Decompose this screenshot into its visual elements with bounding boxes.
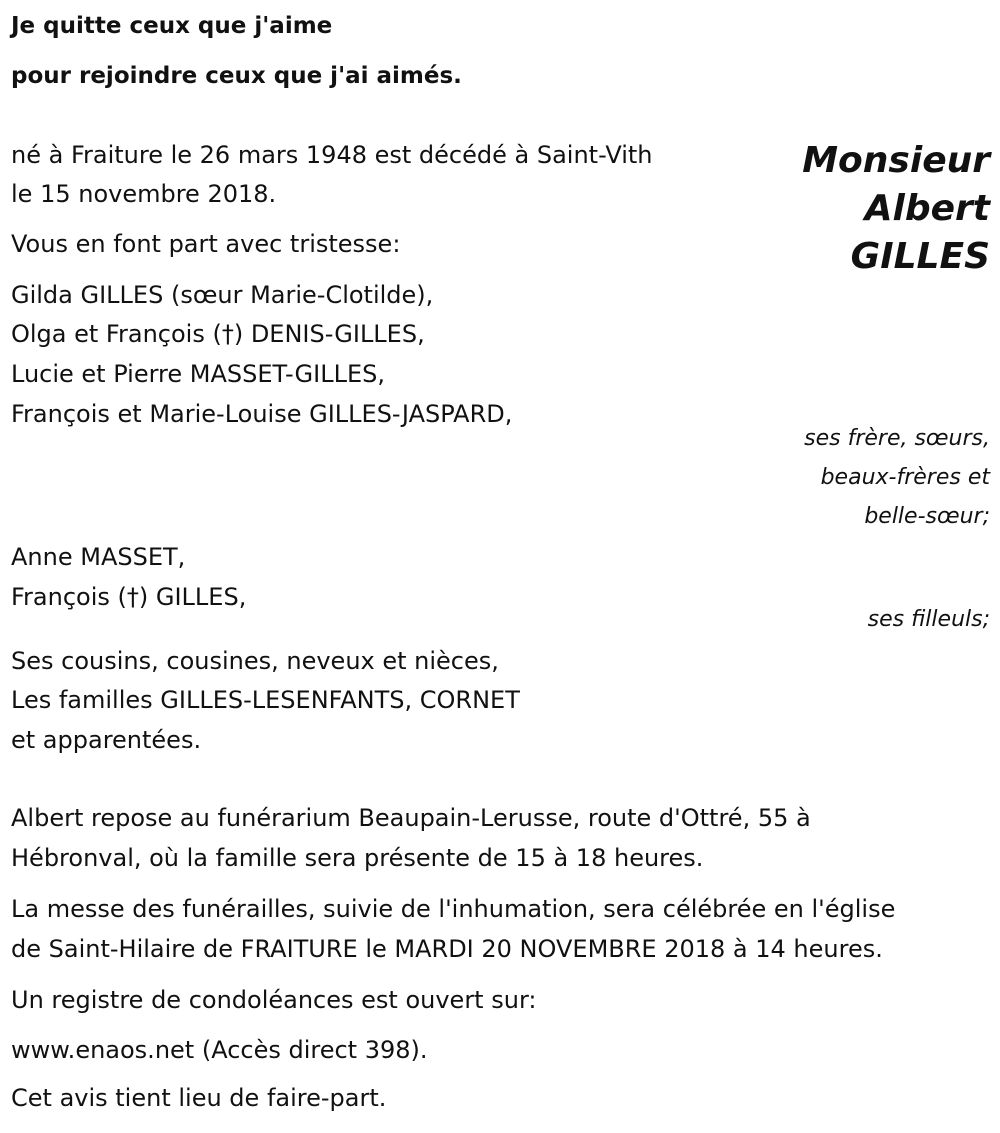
- epigraph-line-2: pour rejoindre ceux que j'ai aimés.: [11, 63, 462, 89]
- godchildren-relation: [868, 600, 990, 639]
- funeral-home-line-1: Albert repose au funérarium Beaupain-Lerusse, route d'Ottré, 55 à: [11, 804, 811, 832]
- funeral-home-line-2: Hébronval, où la famille sera présente de 15 à 18 heures.: [11, 844, 704, 872]
- mass-line-2: de Saint-Hilaire de FRAITURE le MARDI 20 NOVEMBRE 2018 à 14 heures.: [11, 935, 883, 963]
- mass-line-1: La messe des funérailles, suivie de l'inhumation, sera célébrée en l'église: [11, 895, 896, 923]
- deceased-first-name: Albert: [864, 188, 990, 229]
- deceased-title: Monsieur: [802, 140, 990, 181]
- extended-family-line: et apparentées.: [11, 726, 202, 754]
- deceased-name: [802, 137, 990, 281]
- godchildren-relation-line: ses filleuls;: [867, 607, 990, 632]
- sibling-line: Lucie et Pierre MASSET-GILLES,: [11, 360, 385, 388]
- sibling-line: François et Marie-Louise GILLES-JASPARD,: [11, 400, 513, 428]
- extended-family-line: Ses cousins, cousines, neveux et nièces,: [11, 647, 499, 675]
- extended-family-line: Les familles GILLES-LESENFANTS, CORNET: [11, 686, 520, 714]
- announcement-intro: Vous en font part avec tristesse:: [11, 230, 401, 258]
- birth-death-line-2: le 15 novembre 2018.: [11, 180, 277, 208]
- condolences-website: www.enaos.net (Accès direct 398).: [11, 1036, 428, 1064]
- sibling-line: Olga et François (†) DENIS-GILLES,: [11, 320, 425, 348]
- sibling-line: Gilda GILLES (sœur Marie-Clotilde),: [11, 281, 434, 309]
- godchild-line: Anne MASSET,: [11, 543, 186, 571]
- siblings-relation-line: belle-sœur;: [864, 504, 990, 529]
- deceased-last-name: GILLES: [850, 236, 990, 277]
- godchild-line: François (†) GILLES,: [11, 583, 247, 611]
- epigraph-line-1: Je quitte ceux que j'aime: [11, 13, 333, 39]
- siblings-relation-line: beaux-frères et: [820, 465, 990, 490]
- siblings-relation: [804, 419, 990, 536]
- birth-death-line-1: né à Fraiture le 26 mars 1948 est décédé à Saint-Vith: [11, 141, 653, 169]
- condolences-line-1: Un registre de condoléances est ouvert sur:: [11, 986, 537, 1014]
- siblings-relation-line: ses frère, sœurs,: [804, 426, 990, 451]
- closing-line: Cet avis tient lieu de faire-part.: [11, 1084, 387, 1112]
